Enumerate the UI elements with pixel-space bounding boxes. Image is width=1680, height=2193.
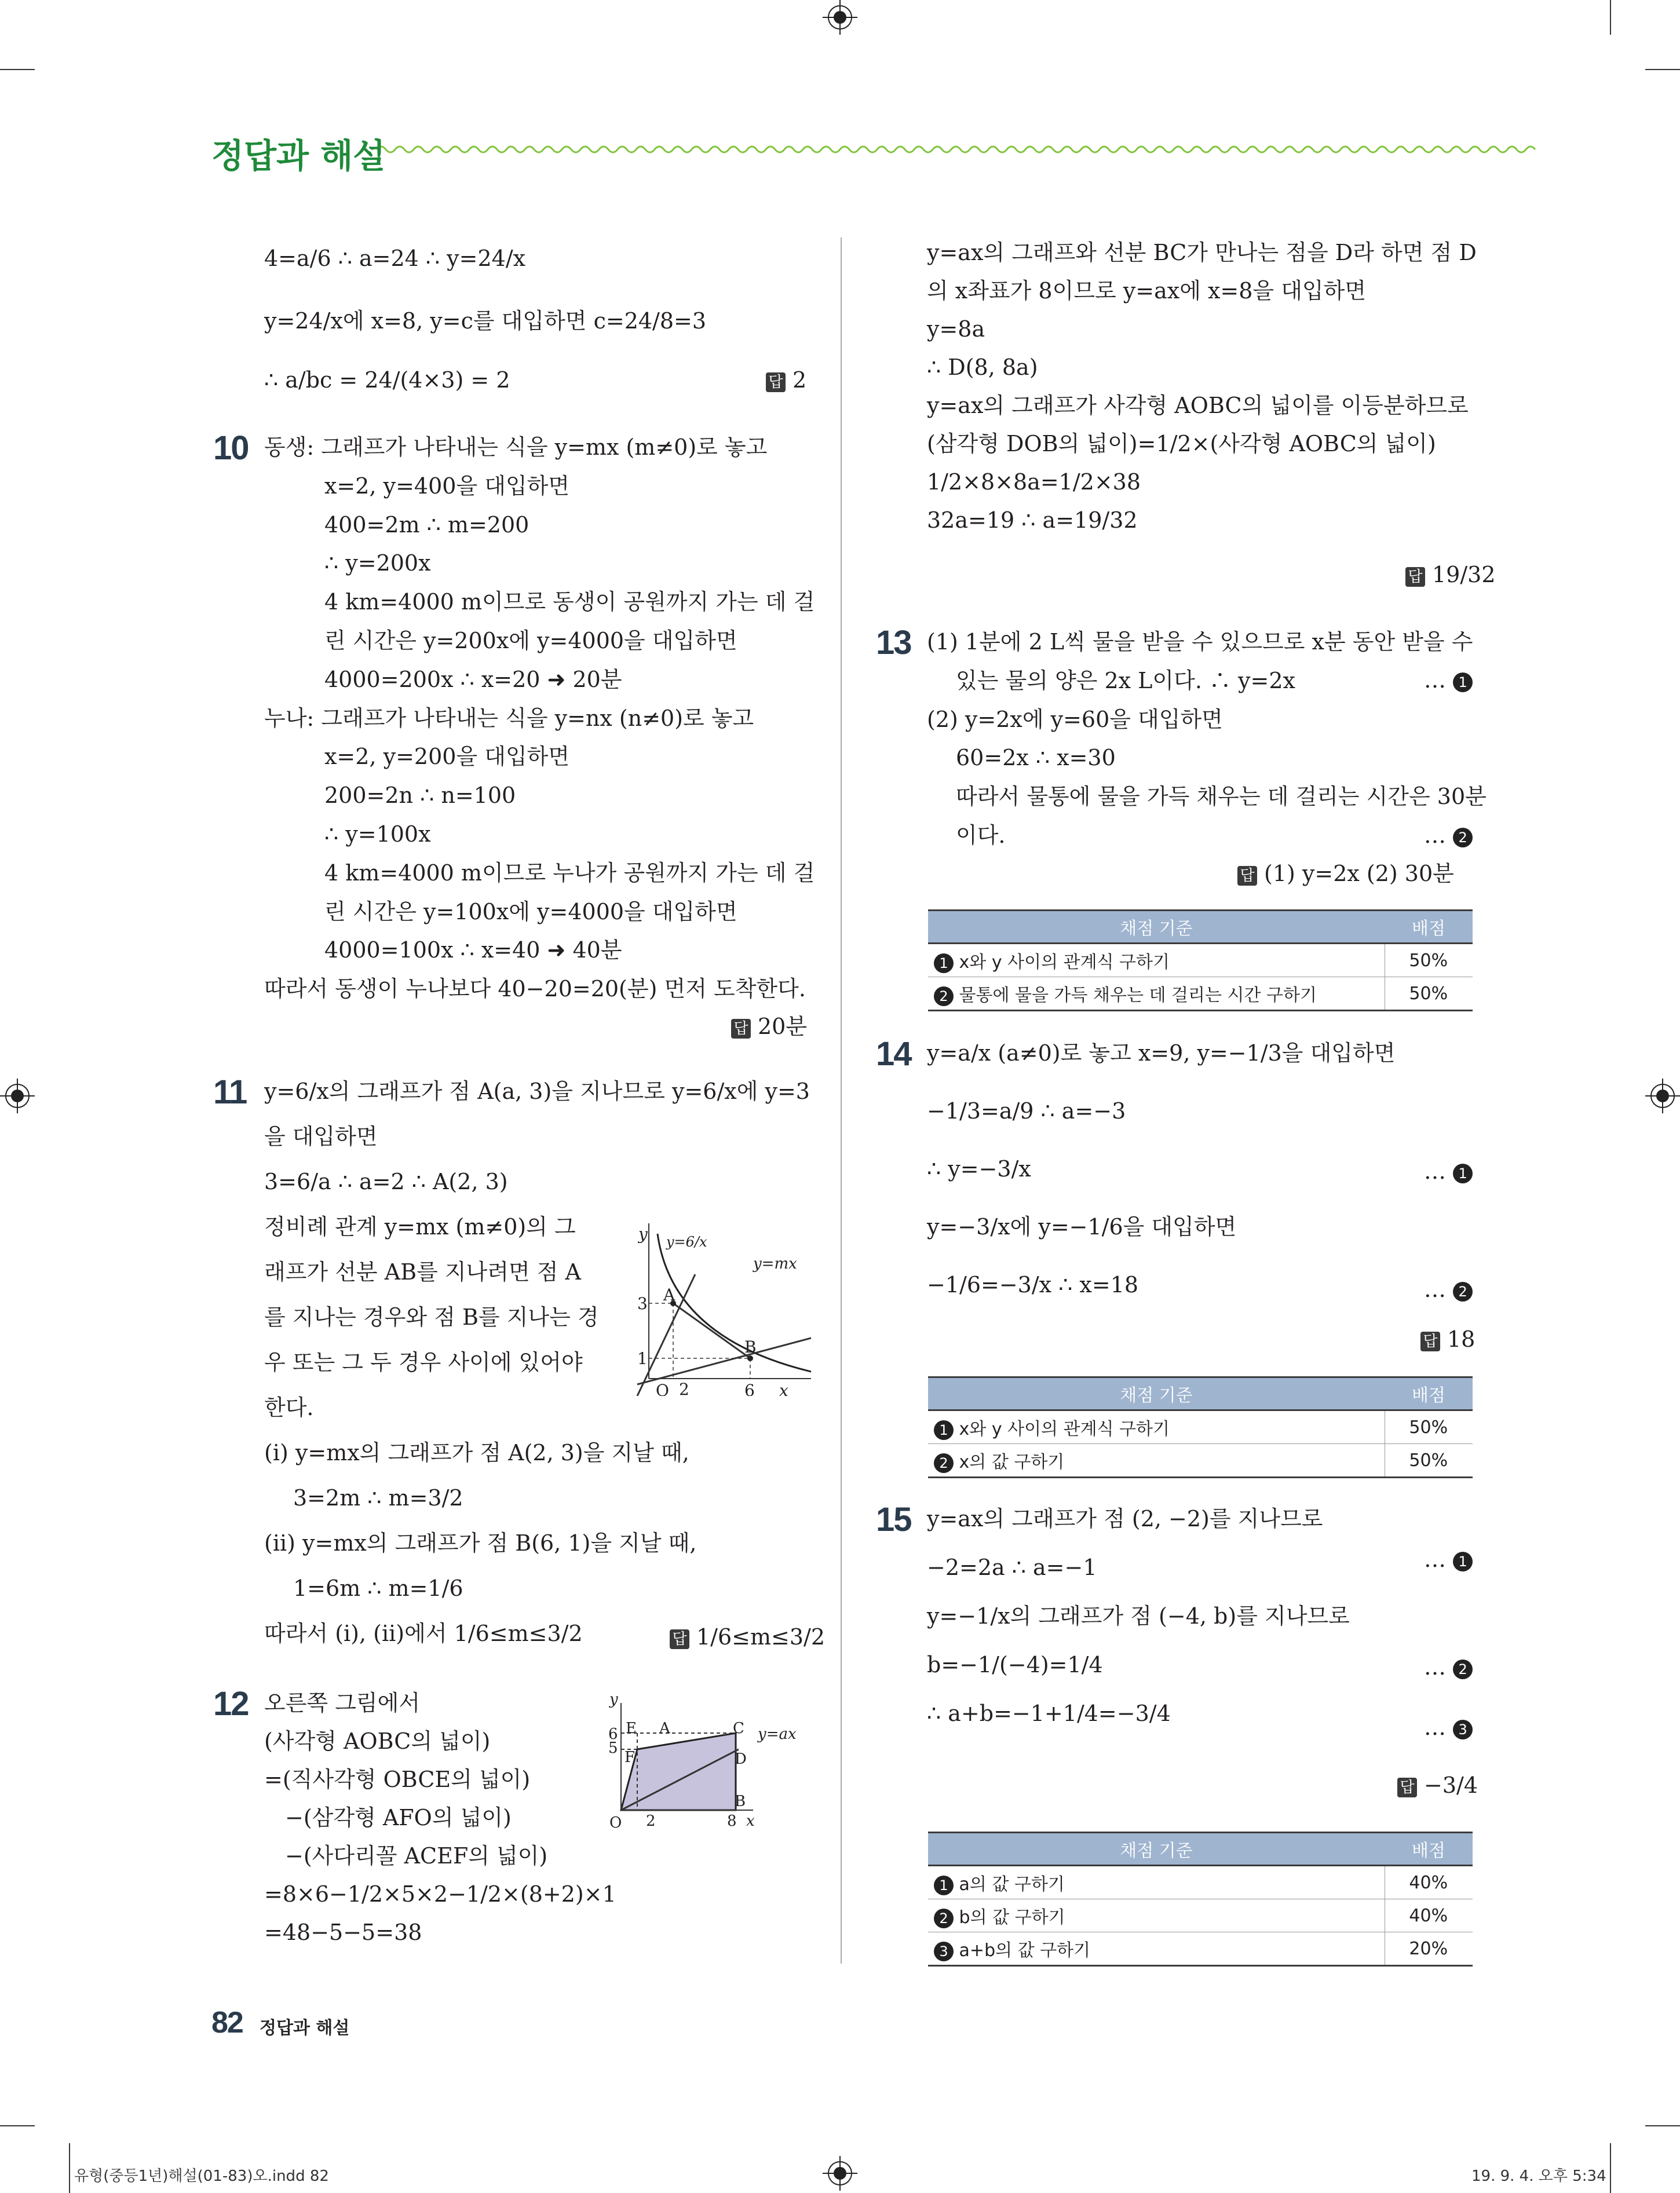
step-2-icon: 2 xyxy=(934,1909,954,1928)
text-line: 의 x좌표가 8이므로 y=ax에 x=8을 대입하면 xyxy=(927,278,1367,304)
problem-number: 12 xyxy=(213,1685,249,1723)
table-row: 3 a+b의 값 구하기 20% xyxy=(928,1932,1473,1966)
text-line: ∴ y=−3/x xyxy=(927,1156,1031,1182)
text-line: 1/2×8×8a=1/2×38 xyxy=(927,469,1141,495)
mark: … 3 xyxy=(1424,1712,1473,1742)
table-header: 채점 기준 xyxy=(928,1833,1385,1866)
table-header: 배점 xyxy=(1385,911,1473,944)
mark: … 1 xyxy=(1424,1156,1473,1186)
problem-number: 15 xyxy=(876,1501,911,1538)
axis-label: y xyxy=(638,1225,648,1244)
text-line: 누나: 그래프가 나타내는 식을 y=nx (n≠0)로 놓고 xyxy=(264,705,754,731)
text-line: 있는 물의 양은 2x L이다. ∴ y=2x xyxy=(956,667,1295,693)
step-2-icon: 2 xyxy=(934,1453,954,1473)
answer-icon: 답 xyxy=(1237,866,1257,886)
text-line: 따라서 동생이 누나보다 40−20=20(분) 먼저 도착한다. xyxy=(264,976,806,1002)
text-line: 린 시간은 y=100x에 y=4000을 대입하면 xyxy=(324,898,737,924)
step-3-icon: 3 xyxy=(934,1942,954,1961)
text-line: −1/3=a/9 ∴ a=−3 xyxy=(927,1098,1126,1124)
answer-box: 답 18 xyxy=(1420,1324,1475,1354)
answer-box: 답 1/6≤m≤3/2 xyxy=(670,1622,825,1652)
curve-label: y=6/x xyxy=(666,1234,707,1250)
text-line: y=ax의 그래프와 선분 BC가 만나는 점을 D라 하면 점 D xyxy=(927,240,1477,265)
line-label: y=ax xyxy=(758,1726,797,1743)
tick-label: 1 xyxy=(637,1349,648,1368)
answer-icon: 답 xyxy=(1420,1332,1440,1351)
step-1-icon: 1 xyxy=(1453,1164,1473,1183)
text-line: 4 km=4000 m이므로 동생이 공원까지 가는 데 걸 xyxy=(324,589,815,615)
text-line: (ii) y=mx의 그래프가 점 B(6, 1)을 지날 때, xyxy=(264,1530,697,1556)
problem-number: 11 xyxy=(213,1073,247,1111)
line-label: y=mx xyxy=(753,1255,797,1273)
problem-number: 13 xyxy=(876,624,911,661)
text-line: −(사다리꼴 ACEF의 넓이) xyxy=(285,1843,548,1869)
text-line: y=−1/x의 그래프가 점 (−4, b)를 지나므로 xyxy=(927,1603,1350,1629)
tick-label: 6 xyxy=(608,1726,618,1743)
mark: … 2 xyxy=(1424,1274,1473,1304)
text-line: ∴ D(8, 8a) xyxy=(927,354,1038,380)
mark: … 2 xyxy=(1424,820,1473,850)
text-line: y=ax의 그래프가 점 (2, −2)를 지나므로 xyxy=(927,1506,1323,1532)
text-line: −(삼각형 AFO의 넓이) xyxy=(285,1805,512,1830)
answer-box: 답 (1) y=2x (2) 30분 xyxy=(1237,858,1454,889)
point-label: A xyxy=(663,1285,675,1304)
step-3-icon: 3 xyxy=(1453,1720,1473,1739)
text-line: 400=2m ∴ m=200 xyxy=(324,511,529,538)
tick-label: 6 xyxy=(744,1381,755,1396)
grading-table-15 xyxy=(928,1832,1473,1967)
step-1-icon: 1 xyxy=(1453,1552,1473,1571)
table-header: 채점 기준 xyxy=(928,911,1385,944)
axis-label: x xyxy=(779,1381,788,1396)
text-line: 린 시간은 y=200x에 y=4000을 대입하면 xyxy=(324,628,737,653)
text-line: (삼각형 DOB의 넓이)=1/2×(사각형 AOBC의 넓이) xyxy=(927,431,1436,456)
point-label: B xyxy=(735,1793,746,1810)
text-line: (i) y=mx의 그래프가 점 A(2, 3)을 지날 때, xyxy=(264,1440,689,1465)
text-line: y=6/x의 그래프가 점 A(a, 3)을 지나므로 y=6/x에 y=3 xyxy=(264,1079,810,1104)
footer-file: 유형(중등1년)해설(01-83)오.indd 82 xyxy=(74,2168,329,2185)
mark: … 2 xyxy=(1424,1652,1473,1682)
tick-label: 2 xyxy=(646,1812,656,1830)
answer-box: 답 19/32 xyxy=(1405,560,1496,590)
table-header: 배점 xyxy=(1385,1833,1473,1866)
answer-icon: 답 xyxy=(766,372,786,392)
tick-label: 8 xyxy=(727,1812,737,1830)
grading-table-14 xyxy=(928,1376,1473,1478)
answer-icon: 답 xyxy=(1405,567,1425,587)
text-line: −2=2a ∴ a=−1 xyxy=(927,1555,1097,1580)
text-line: 동생: 그래프가 나타내는 식을 y=mx (m≠0)로 놓고 xyxy=(264,434,768,460)
text-line: y=a/x (a≠0)로 놓고 x=9, y=−1/3을 대입하면 xyxy=(927,1040,1396,1066)
graph-problem-11 xyxy=(626,1222,817,1396)
text-line: x=2, y=200을 대입하면 xyxy=(324,744,570,770)
answer-icon: 답 xyxy=(1397,1778,1417,1797)
text-line: (1) 1분에 2 L씩 물을 받을 수 있으므로 x분 동안 받을 수 xyxy=(927,629,1473,655)
step-2-icon: 2 xyxy=(1453,1660,1473,1679)
page-label: 정답과 해설 xyxy=(260,2018,350,2038)
text-line: 한다. xyxy=(264,1395,314,1420)
text-line: 4 km=4000 m이므로 누나가 공원까지 가는 데 걸 xyxy=(324,860,815,886)
text-line: ∴ a+b=−1+1/4=−3/4 xyxy=(927,1701,1171,1726)
text-line: =48−5−5=38 xyxy=(264,1920,422,1945)
point-label: C xyxy=(733,1720,744,1737)
text-line: x=2, y=400을 대입하면 xyxy=(324,473,570,499)
table-row: 1 x와 y 사이의 관계식 구하기 50% xyxy=(928,944,1473,977)
text-line: 을 대입하면 xyxy=(264,1124,378,1149)
step-2-icon: 2 xyxy=(1453,828,1473,847)
text-line: y=8a xyxy=(927,316,985,342)
table-header: 채점 기준 xyxy=(928,1377,1385,1410)
text-line: 따라서 (i), (ii)에서 1/6≤m≤3/2 xyxy=(264,1621,583,1646)
answer-icon: 답 xyxy=(670,1629,689,1649)
registration-mark-bottom xyxy=(823,2156,857,2191)
text-line: 이다. xyxy=(956,823,1006,848)
table-row: 2 물통에 물을 가득 채우는 데 걸리는 시간 구하기 50% xyxy=(928,977,1473,1011)
step-2-icon: 2 xyxy=(934,986,954,1006)
answer-box: 답 20분 xyxy=(731,1011,807,1041)
text-line: y=−3/x에 y=−1/6을 대입하면 xyxy=(927,1214,1237,1240)
registration-mark-left xyxy=(0,1079,35,1113)
point-label: E xyxy=(626,1720,637,1737)
axis-label: y xyxy=(609,1691,618,1708)
text-line: =(직사각형 OBCE의 넓이) xyxy=(264,1767,531,1792)
answer-box: 답 2 xyxy=(766,365,806,395)
page-number: 82 xyxy=(211,2006,243,2040)
text-line: 60=2x ∴ x=30 xyxy=(956,745,1116,771)
text-line: =8×6−1/2×5×2−1/2×(8+2)×1 xyxy=(264,1881,616,1907)
text-line: b=−1/(−4)=1/4 xyxy=(927,1652,1103,1677)
answer-box: 답 −3/4 xyxy=(1397,1770,1478,1800)
section-title: 정답과 해설 xyxy=(211,136,386,176)
mark: … 1 xyxy=(1424,665,1473,695)
text-line: 3=2m ∴ m=3/2 xyxy=(293,1485,463,1511)
answer-icon: 답 xyxy=(731,1019,751,1039)
text-line: 우 또는 그 두 경우 사이에 있어야 xyxy=(264,1350,583,1375)
table-row: 2 x의 값 구하기 50% xyxy=(928,1444,1473,1478)
problem-number: 14 xyxy=(876,1035,911,1073)
text-line: 4=a/6 ∴ a=24 ∴ y=24/x xyxy=(264,246,526,271)
point-label: D xyxy=(735,1750,747,1768)
footer-date: 19. 9. 4. 오후 5:34 xyxy=(1471,2168,1606,2185)
step-2-icon: 2 xyxy=(1453,1282,1473,1302)
origin-label: O xyxy=(609,1814,622,1832)
registration-mark-right xyxy=(1645,1079,1680,1113)
text-line: 정비례 관계 y=mx (m≠0)의 그 xyxy=(264,1214,576,1240)
text-line: 32a=19 ∴ a=19/32 xyxy=(927,507,1138,533)
point-label: B xyxy=(744,1337,757,1357)
text-line: 오른쪽 그림에서 xyxy=(264,1690,421,1716)
table-row: 1 x와 y 사이의 관계식 구하기 50% xyxy=(928,1410,1473,1444)
grading-table-13 xyxy=(928,909,1473,1011)
tick-label: 5 xyxy=(608,1739,618,1757)
text-line: (사각형 AOBC의 넓이) xyxy=(264,1728,491,1754)
header-wavy-line xyxy=(377,147,1535,152)
text-line: 3=6/a ∴ a=2 ∴ A(2, 3) xyxy=(264,1169,508,1194)
graph-problem-12 xyxy=(602,1691,823,1836)
step-1-icon: 1 xyxy=(934,1420,954,1440)
table-header: 배점 xyxy=(1385,1377,1473,1410)
point-label: F xyxy=(624,1749,636,1766)
text-line: 4000=200x ∴ x=20 ➜ 20분 xyxy=(324,666,622,692)
text-line: 를 지나는 경우와 점 B를 지나는 경 xyxy=(264,1304,599,1330)
text-line: ∴ a/bc = 24/(4×3) = 2 xyxy=(264,367,510,393)
text-line: −1/6=−3/x ∴ x=18 xyxy=(927,1272,1139,1297)
axis-label: x xyxy=(746,1812,755,1830)
text-line: 4000=100x ∴ x=40 ➜ 40분 xyxy=(324,937,622,963)
step-1-icon: 1 xyxy=(1453,672,1473,692)
table-row: 2 b의 값 구하기 40% xyxy=(928,1899,1473,1932)
text-line: 200=2n ∴ n=100 xyxy=(324,783,516,809)
text-line: ∴ y=200x xyxy=(324,550,431,576)
point-label: A xyxy=(659,1720,670,1737)
text-line: ∴ y=100x xyxy=(324,821,431,847)
text-line: 1=6m ∴ m=1/6 xyxy=(293,1576,463,1601)
text-line: y=24/x에 x=8, y=c를 대입하면 c=24/8=3 xyxy=(264,308,707,334)
text-line: (2) y=2x에 y=60을 대입하면 xyxy=(927,706,1223,732)
origin-label: O xyxy=(656,1381,669,1396)
table-row: 1 a의 값 구하기 40% xyxy=(928,1866,1473,1899)
text-line: 따라서 물통에 물을 가득 채우는 데 걸리는 시간은 30분 xyxy=(956,784,1487,810)
step-1-icon: 1 xyxy=(934,953,954,973)
mark: … 1 xyxy=(1424,1544,1473,1574)
problem-number: 10 xyxy=(213,429,249,467)
text-line: 래프가 선분 AB를 지나려면 점 A xyxy=(264,1259,581,1285)
tick-label: 3 xyxy=(637,1294,648,1313)
step-1-icon: 1 xyxy=(934,1876,954,1895)
registration-mark-top xyxy=(823,0,857,35)
tick-label: 2 xyxy=(679,1380,689,1396)
text-line: y=ax의 그래프가 사각형 AOBC의 넓이를 이등분하므로 xyxy=(927,393,1469,418)
